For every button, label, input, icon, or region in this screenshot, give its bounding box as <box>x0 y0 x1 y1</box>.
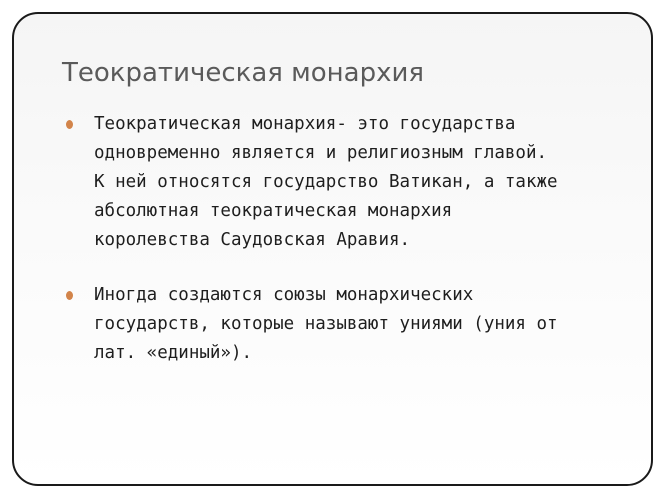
slide-title: Теократическая монархия <box>62 58 425 88</box>
bullet-marker-icon <box>66 120 73 129</box>
bullet-marker-icon <box>66 291 73 300</box>
bullet-item-theocratic-monarchy <box>64 110 624 255</box>
bullet-text: Иногда создаются союзы монархических государств, которые называют униями (уния от лат. «единый»). <box>94 285 558 363</box>
bullet-item-unions <box>64 281 624 368</box>
bullet-list <box>64 110 624 394</box>
bullet-text: Теократическая монархия- это государства одновременно является и религиозным главой. К ней относятся государство Ватикан, а также абсолютная теократическая монархия королевства Саудовская Аравия. <box>94 114 558 250</box>
